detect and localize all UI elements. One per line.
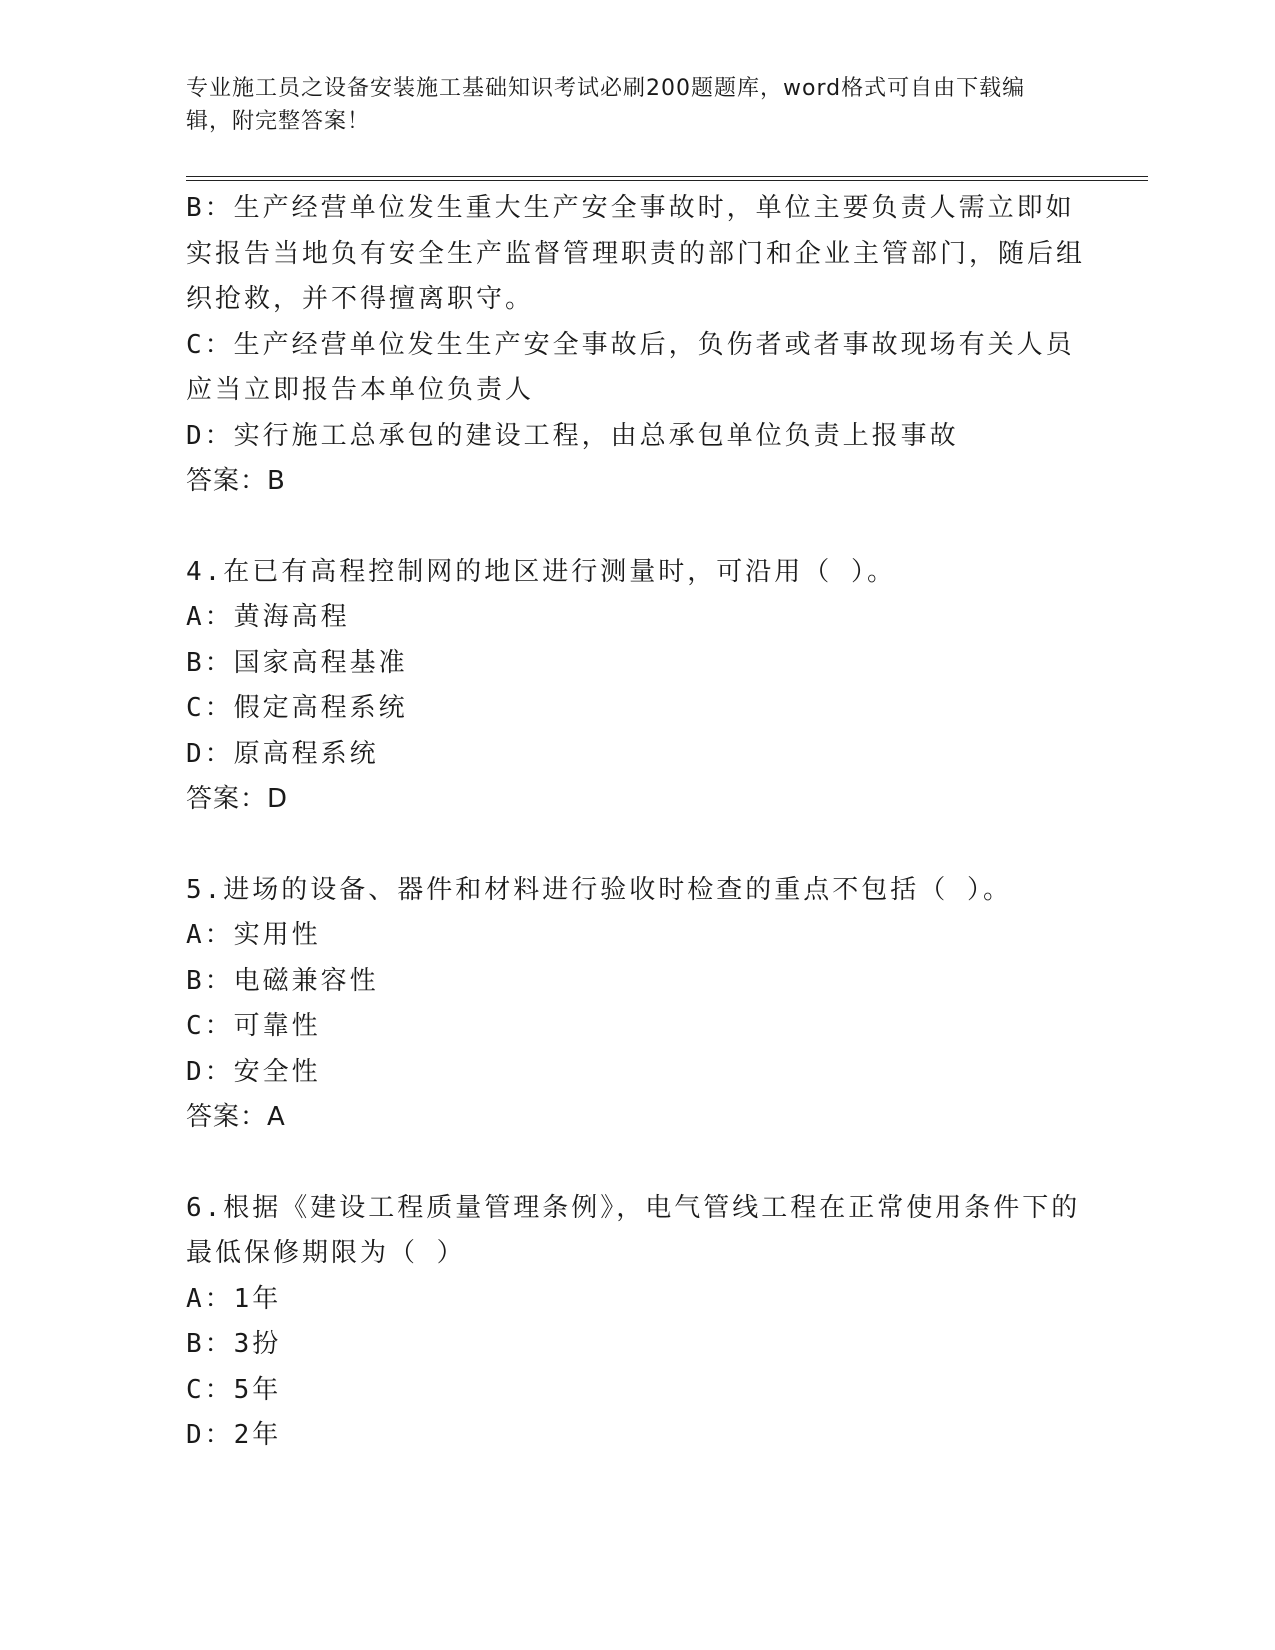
- option-c: C：生产经营单位发生生产安全事故后，负伤者或者事故现场有关人员应当立即报告本单位负责人: [186, 329, 1075, 405]
- spacer: [186, 823, 1086, 868]
- question-5: [186, 868, 1086, 1141]
- option-a: A：黄海高程: [186, 602, 350, 632]
- answer: 答案：D: [186, 784, 289, 814]
- option-a: A：1年: [186, 1283, 282, 1314]
- option-b: B：电磁兼容性: [186, 965, 379, 996]
- question-6: [186, 1186, 1086, 1459]
- option-d: D：2年: [186, 1420, 282, 1450]
- option-d: D：实行施工总承包的建设工程，由总承包单位负责上报事故: [186, 420, 959, 451]
- option-b: B：生产经营单位发生重大生产安全事故时，单位主要负责人需立即如实报告当地负有安全生产监督管理职责的部门和企业主管部门，随后组织抢救，并不得擅离职守。: [186, 193, 1086, 314]
- answer: 答案：B: [186, 466, 286, 496]
- option-c: C：5年: [186, 1374, 282, 1405]
- question-stem: 5.进场的设备、器件和材料进行验收时检查的重点不包括（ ）。: [186, 874, 1012, 905]
- option-d: D：安全性: [186, 1056, 321, 1087]
- question-stem: 4.在已有高程控制网的地区进行测量时，可沿用（ ）。: [186, 556, 896, 587]
- question-4: [186, 550, 1086, 823]
- option-a: A：实用性: [186, 920, 321, 950]
- option-b: B：3扮: [186, 1329, 282, 1359]
- question-3-continuation: [186, 186, 1086, 505]
- option-b: B：国家高程基准: [186, 647, 408, 678]
- header-divider: [186, 176, 1148, 181]
- option-c: C：可靠性: [186, 1011, 321, 1041]
- question-stem: 6.根据《建设工程质量管理条例》，电气管线工程在正常使用条件下的最低保修期限为（ ）: [186, 1192, 1081, 1268]
- question-list: [186, 186, 1086, 1459]
- option-d: D：原高程系统: [186, 738, 379, 769]
- answer: 答案：A: [186, 1102, 286, 1132]
- document-header-title: 专业施工员之设备安装施工基础知识考试必刷200题题库，word格式可自由下载编辑，附完整答案！: [186, 76, 1026, 134]
- spacer: [186, 505, 1086, 550]
- option-c: C：假定高程系统: [186, 693, 408, 723]
- spacer: [186, 1141, 1086, 1186]
